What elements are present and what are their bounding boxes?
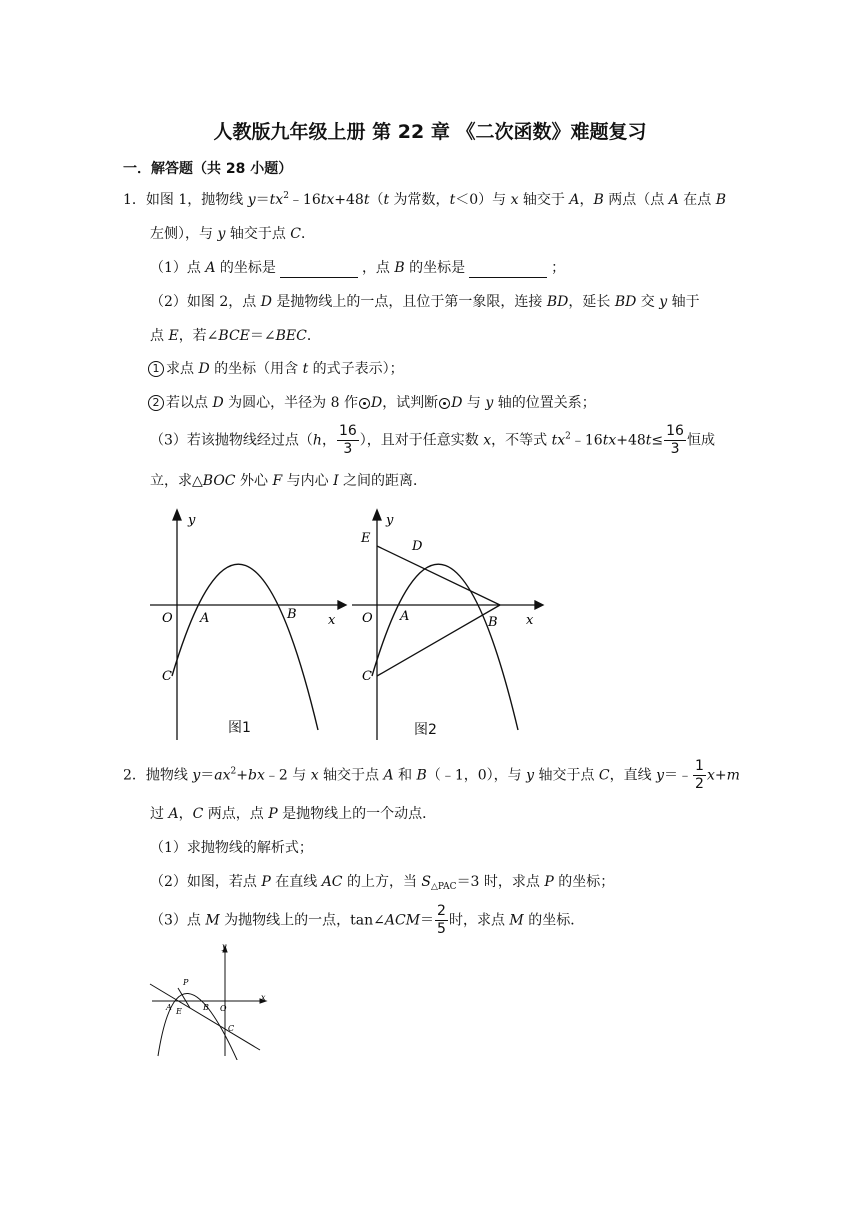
text: ，	[321, 432, 336, 449]
answer-blank-b[interactable]	[469, 263, 547, 278]
text: 两点，点	[203, 806, 269, 822]
text: 的坐标是	[404, 260, 466, 276]
var: y	[659, 294, 668, 310]
text: 左侧），与	[150, 226, 218, 242]
y-axis-arrow-icon	[173, 510, 181, 520]
point-label-o: O	[220, 1004, 227, 1013]
text: 轴交于点	[534, 767, 599, 784]
text: ，延长	[568, 294, 615, 310]
var: h	[312, 432, 322, 449]
text: （3）点	[150, 912, 206, 929]
parabola-curve	[172, 564, 318, 730]
q2-part3	[150, 903, 584, 938]
var: A	[383, 767, 394, 784]
point-label-e: E	[361, 531, 371, 546]
text: 轴于	[667, 294, 700, 310]
circled-number-1: 1	[148, 361, 164, 377]
q1-part2-line2	[150, 326, 321, 346]
point-label-c: C	[362, 669, 372, 684]
var: C	[598, 767, 610, 784]
q1-number: 1．	[123, 192, 146, 208]
axis-label-y: y	[222, 942, 227, 951]
text: ，	[178, 806, 193, 822]
y-axis-arrow-icon	[373, 510, 381, 520]
text: 是抛物线上的一个动点．	[277, 806, 437, 822]
var: t	[449, 192, 456, 208]
var: A	[168, 806, 179, 822]
var: B	[593, 192, 604, 208]
text: 恒成	[686, 432, 715, 449]
axis-label-x: x	[261, 993, 266, 1002]
var: C	[192, 806, 204, 822]
var: BD	[614, 294, 637, 310]
text: （﹣1，0），与	[426, 767, 527, 784]
point-label-a: A	[166, 1003, 172, 1012]
line-cb	[377, 605, 500, 676]
numerator: 16	[666, 423, 684, 439]
var: ACM	[384, 912, 421, 929]
var: E	[168, 328, 179, 344]
circle-symbol-icon	[439, 398, 450, 409]
text: 在点	[678, 192, 716, 208]
text: ，点	[361, 260, 395, 276]
numerator: 1	[695, 758, 704, 774]
exp: 2	[230, 766, 237, 777]
var: A	[205, 260, 216, 276]
q2-part1: （1）求抛物线的解析式；	[150, 840, 313, 856]
text: 是抛物线上的一点，且位于第一象限，连接	[271, 294, 547, 310]
var: tx	[269, 192, 284, 208]
q2-number: 2．	[123, 767, 146, 784]
text: ＝﹣	[664, 767, 693, 784]
var: y	[192, 767, 201, 784]
var: BOC	[202, 473, 236, 489]
text: 的坐标是	[215, 260, 276, 276]
q1-part2-line1	[150, 292, 700, 312]
var: x	[483, 432, 492, 449]
text: （2）如图 2，点	[150, 294, 261, 310]
var: tx	[320, 192, 335, 208]
text: 为常数，	[389, 192, 450, 208]
figure-2-parabola	[352, 508, 552, 740]
var: y	[217, 226, 226, 242]
text: 立，求△	[150, 473, 203, 489]
text: 为圆心，半径为 8 作	[223, 395, 358, 411]
text: 外心	[235, 473, 273, 489]
text: 轴交于点	[225, 226, 291, 242]
denominator: 5	[437, 921, 446, 937]
point-label-c: C	[228, 1024, 235, 1033]
var: t	[645, 432, 652, 449]
x-axis-arrow-icon	[535, 601, 543, 609]
var: tx	[602, 432, 617, 449]
text: ﹣16	[570, 432, 603, 449]
text: 点	[150, 328, 169, 344]
point-label-o: O	[362, 611, 373, 626]
var: t	[383, 192, 390, 208]
text: 时，求点	[448, 912, 510, 929]
text: 与内心	[282, 473, 334, 489]
text: +	[714, 767, 727, 784]
q1-part1	[150, 258, 565, 278]
var: tx	[551, 432, 566, 449]
text: ，	[579, 192, 594, 208]
point-label-a: A	[200, 611, 210, 626]
text: ＝	[420, 912, 435, 929]
q2-line2	[150, 804, 436, 824]
text: 轴交于点	[318, 767, 384, 784]
text: +48	[334, 192, 364, 208]
var: t	[302, 361, 309, 377]
var: B	[416, 767, 427, 784]
point-label-e: E	[176, 1007, 182, 1016]
point-label-c: C	[162, 669, 172, 684]
numerator: 2	[437, 903, 446, 919]
point-label-d: D	[412, 539, 423, 554]
text: ＝3 时，求点	[456, 874, 545, 890]
q1-sub1	[148, 359, 404, 379]
axis-label-y: y	[386, 513, 394, 528]
text: ﹣16	[288, 192, 321, 208]
var: D	[260, 294, 272, 310]
x-axis-arrow-icon	[338, 601, 346, 609]
text: 若以点	[166, 395, 213, 411]
figure-2-caption: 图2	[414, 722, 437, 738]
point-label-b: B	[203, 1003, 209, 1012]
var: ax	[214, 767, 231, 784]
var: B	[394, 260, 405, 276]
text: 为抛物线上的一点，tan∠	[219, 912, 385, 929]
fraction-16-3	[337, 423, 359, 458]
text: 的式子表示）；	[308, 361, 404, 377]
q1-line1	[123, 190, 726, 210]
var: D	[370, 395, 383, 411]
text: ，试判断	[382, 395, 439, 411]
page-title: 人教版九年级上册 第 22 章 《二次函数》难题复习	[213, 121, 647, 143]
text: +48	[616, 432, 646, 449]
q2-part2	[150, 872, 614, 892]
parabola-curve	[372, 564, 518, 730]
point-label-b: B	[287, 607, 297, 622]
point-label-p: P	[183, 978, 189, 987]
q2-line1	[123, 758, 740, 793]
var: F	[272, 473, 283, 489]
text: ．	[306, 328, 321, 344]
var: A	[668, 192, 679, 208]
text: （2）如图，若点	[150, 874, 262, 890]
var: y	[656, 767, 665, 784]
q1-part3-line1	[150, 423, 715, 458]
var: S	[421, 874, 432, 890]
var: BCE	[218, 328, 250, 344]
text: 过	[150, 806, 169, 822]
axis-label-x: x	[328, 613, 336, 628]
text: ，直线	[609, 767, 657, 784]
text: ．	[301, 226, 315, 242]
text: 如图 1，抛物线	[145, 192, 248, 208]
axis-label-x: x	[526, 613, 534, 628]
text: 交	[636, 294, 660, 310]
var: I	[333, 473, 339, 489]
text: 的坐标．	[523, 912, 585, 929]
var: BEC	[275, 328, 307, 344]
text: ；	[551, 260, 566, 276]
denominator: 2	[695, 776, 704, 792]
var: y	[526, 767, 535, 784]
axis-label-y: y	[188, 513, 196, 528]
text: 抛物线	[145, 767, 193, 784]
var: t	[363, 192, 370, 208]
fraction-16-3	[664, 423, 686, 458]
text: 求点	[166, 361, 199, 377]
var: A	[569, 192, 580, 208]
text: 之间的距离．	[338, 473, 428, 489]
figure-1-caption: 图1	[228, 720, 251, 736]
exp: 2	[283, 191, 289, 201]
exp: 2	[565, 431, 571, 442]
text: 轴交于	[518, 192, 570, 208]
circled-number-2: 2	[148, 395, 164, 411]
denominator: 3	[670, 441, 680, 457]
q1-sub2	[148, 393, 596, 413]
text: 两点（点	[603, 192, 669, 208]
text: （	[369, 192, 384, 208]
text: 轴的位置关系；	[493, 395, 596, 411]
text: ＜0）与	[455, 192, 511, 208]
var: +bx	[236, 767, 265, 784]
text: （1）点	[150, 260, 206, 276]
var: x	[706, 767, 715, 784]
circle-symbol-icon	[359, 398, 370, 409]
point-label-o: O	[162, 611, 173, 626]
text: （3）若该抛物线经过点（	[150, 432, 313, 449]
text: ≤	[651, 432, 664, 449]
var: C	[290, 226, 301, 242]
var: BD	[546, 294, 569, 310]
text: ，不等式	[491, 432, 552, 449]
q1-part3-line2	[150, 471, 427, 491]
var: y	[247, 192, 256, 208]
fraction-2-5	[435, 903, 448, 938]
var: D	[451, 395, 463, 411]
figure-3-parabola	[148, 940, 278, 1060]
section-heading: 一．解答题（共 28 小题）	[123, 161, 293, 177]
var: D	[198, 361, 210, 377]
text: 与	[462, 395, 486, 411]
var: x	[510, 192, 519, 208]
var: P	[268, 806, 278, 822]
numerator: 16	[338, 423, 357, 439]
text: ＝	[200, 767, 215, 784]
q1-line2	[150, 224, 315, 244]
var: M	[205, 912, 220, 929]
fraction-1-2	[693, 758, 706, 793]
text: 的上方，当	[342, 874, 422, 890]
text: ＝	[255, 192, 270, 208]
denominator: 3	[343, 441, 353, 457]
answer-blank-a[interactable]	[280, 263, 358, 278]
text: 的坐标；	[553, 874, 615, 890]
text: 和	[393, 767, 417, 784]
var: P	[261, 874, 271, 890]
text: ，若∠	[178, 328, 219, 344]
text: ），且对于任意实数	[359, 432, 484, 449]
text: 的坐标（用含	[209, 361, 303, 377]
var: B	[715, 192, 727, 208]
var: P	[544, 874, 554, 890]
text: ﹣2 与	[264, 767, 311, 784]
text: ＝∠	[249, 328, 276, 344]
var: y	[485, 395, 494, 411]
var: D	[212, 395, 224, 411]
point-label-a: A	[400, 609, 410, 624]
subscript: △PAC	[431, 882, 457, 892]
figure-1-parabola	[150, 508, 350, 740]
var: M	[509, 912, 524, 929]
text: 在直线	[270, 874, 322, 890]
var: AC	[321, 874, 343, 890]
var: m	[726, 767, 740, 784]
line-eb	[377, 546, 500, 605]
segment-pe	[178, 988, 190, 1008]
point-label-b: B	[488, 615, 498, 630]
var: x	[310, 767, 319, 784]
